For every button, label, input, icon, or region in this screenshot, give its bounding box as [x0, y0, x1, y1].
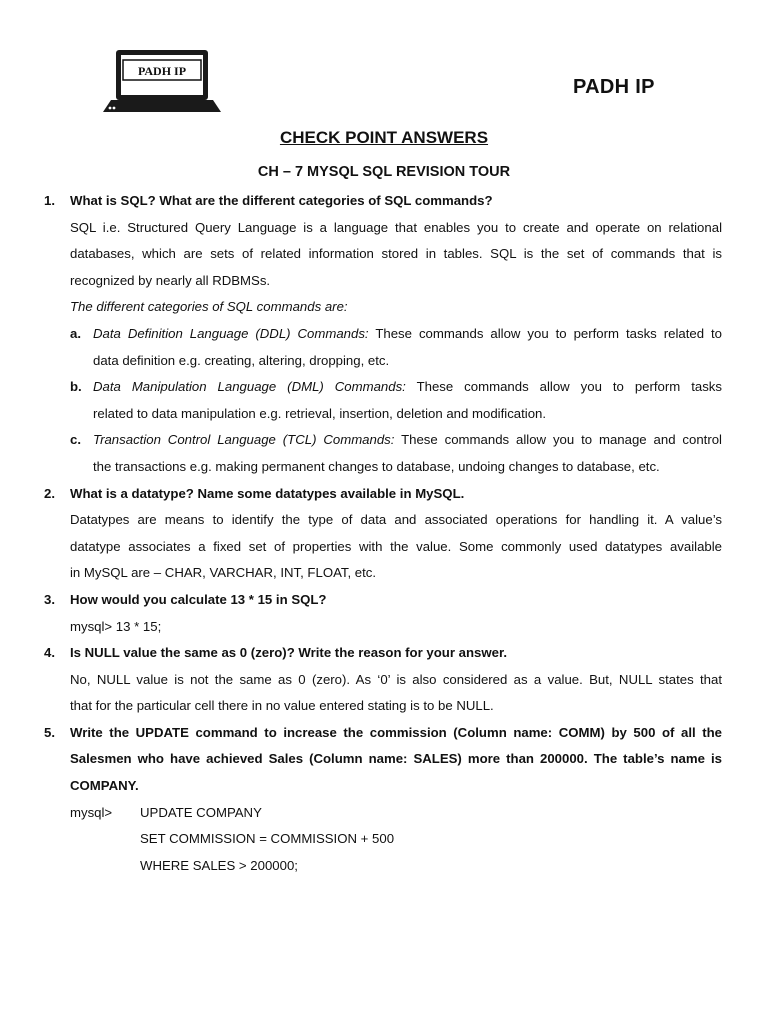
answer-line: that for the particular cell there in no value entered stating is to be NULL. [70, 698, 494, 714]
answers-content [44, 188, 722, 879]
item-text: These commands allow you to perform tasks [405, 379, 722, 395]
answer-line: Datatypes are means to identify the type of data and associated operations for handling it. A value’s [70, 512, 722, 528]
sql-code: UPDATE COMPANY [140, 804, 262, 820]
question-text: What is a datatype? Name some datatypes available in MySQL. [70, 485, 465, 501]
item-line: the transactions e.g. making permanent changes to database, undoing changes to database, etc. [93, 458, 660, 474]
answer-line: SQL i.e. Structured Query Language is a language that enables you to create and operate on relational [70, 219, 722, 235]
question-2 [44, 481, 722, 508]
item-label: a. [70, 325, 81, 341]
item-label: c. [70, 432, 81, 448]
answer-code-line: mysql> 13 * 15; [70, 618, 162, 634]
answer-line: recognized by nearly all RDBMSs. [70, 272, 271, 288]
sql-code-line: SET COMMISSION = COMMISSION + 500 [140, 831, 395, 847]
item-line: data definition e.g. creating, altering, dropping, etc. [93, 352, 390, 368]
answer-line: No, NULL value is not the same as 0 (zero). As ‘0’ is also considered as a value. But, NULL states that [70, 671, 722, 687]
question-1 [44, 188, 722, 215]
question-number: 2. [44, 485, 55, 501]
question-number: 1. [44, 193, 55, 208]
question-text-line: Salesmen who have achieved Sales (Column name: SALES) more than 200000. The table’s name is [70, 751, 722, 767]
question-number: 4. [44, 645, 55, 661]
answer-line: databases, which are sets of related information stored in tables. SQL is the set of commands that is [70, 246, 722, 262]
sql-code-line [44, 800, 722, 827]
question-text: How would you calculate 13 * 15 in SQL? [70, 591, 327, 607]
question-text: Is NULL value the same as 0 (zero)? Write the reason for your answer. [70, 645, 508, 661]
category-item-dml [44, 374, 722, 401]
logo-text: PADH IP [137, 64, 187, 78]
question-text-line: COMPANY. [70, 778, 139, 794]
question-5 [44, 720, 722, 747]
question-text: What is SQL? What are the different categories of SQL commands? [70, 193, 493, 208]
item-name: Data Definition Language (DDL) Commands: [93, 325, 369, 341]
question-number: 3. [44, 591, 55, 607]
item-line: related to data manipulation e.g. retrieval, insertion, deletion and modification. [93, 405, 547, 421]
brand-title: PADH IP [573, 76, 655, 98]
page-title: CHECK POINT ANSWERS [279, 128, 489, 147]
answer-line: in MySQL are – CHAR, VARCHAR, INT, FLOAT, etc. [70, 565, 377, 581]
category-item-ddl [44, 321, 722, 348]
chapter-subtitle: CH – 7 MYSQL SQL REVISION TOUR [257, 164, 511, 180]
question-3 [44, 587, 722, 614]
question-text: Write the UPDATE command to increase the commission (Column name: COMM) by 500 of all the [70, 724, 722, 740]
item-name: Data Manipulation Language (DML) Commands: [93, 379, 406, 395]
categories-intro: The different categories of SQL commands are: [70, 299, 348, 315]
item-text: These commands allow you to perform tasks related to [368, 325, 722, 341]
item-name: Transaction Control Language (TCL) Commands: [93, 432, 395, 448]
question-4 [44, 640, 722, 667]
category-item-tcl [44, 427, 722, 454]
answer-line: datatype associates a fixed set of properties with the value. Some commonly used datatypes available [70, 538, 722, 554]
mysql-prompt: mysql> [70, 804, 113, 820]
sql-code-line: WHERE SALES > 200000; [140, 857, 298, 873]
item-label: b. [70, 379, 82, 395]
item-text: These commands allow you to manage and control [394, 432, 722, 448]
padh-ip-laptop-logo [103, 50, 221, 114]
question-number: 5. [44, 724, 55, 740]
